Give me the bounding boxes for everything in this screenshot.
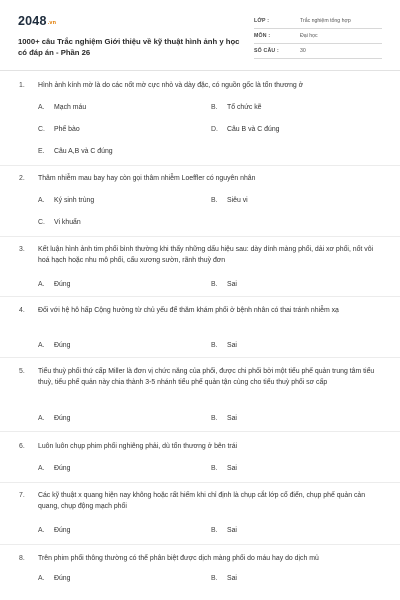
option-c[interactable] [38,219,81,226]
logo-suffix[interactable]: .vn [47,20,57,26]
option-text: Đúng [54,465,71,472]
site-logo[interactable] [18,14,56,28]
option-letter: A. [38,197,45,204]
option-a[interactable] [38,197,94,204]
question-body: Đối với hệ hô hấp Cộng hưởng từ chủ yếu để thăm khám phổi ở bệnh nhân có thai tránh nhiễm xạ [38,307,339,314]
question-body: Thâm nhiễm mau bay hay còn gọi thâm nhiễm Loeffler có nguyên nhân [38,175,256,182]
meta-label: LỚP : [254,18,270,24]
option-a[interactable] [38,415,70,422]
option-text: Câu B và C đúng [227,126,280,133]
option-letter: C. [38,219,45,226]
option-letter: B. [211,104,218,111]
question-number: 6. [19,443,25,450]
option-letter: A. [38,281,45,288]
question-text [19,305,381,316]
option-letter: A. [38,342,45,349]
question-text [19,173,381,184]
option-b[interactable] [211,197,248,204]
option-a[interactable] [38,465,70,472]
meta-label: SỐ CÂU : [254,48,279,54]
option-b[interactable] [211,575,237,582]
question-7 [19,490,381,534]
question-6 [19,441,381,472]
option-a[interactable] [38,575,70,582]
meta-value: 30 [300,48,306,54]
question-text [19,80,381,91]
meta-value[interactable]: Trắc nghiệm tổng hợp [300,18,351,24]
meta-row-count [254,44,382,59]
option-text: Sai [227,575,237,582]
meta-row-subject [254,29,382,44]
question-body: Tiểu thuỳ phổi thứ cấp Miller là đơn vị chức năng của phổi, được chi phối bởi một tiểu phế quản trung tâm tiểu thuỳ, tiểu phế quản này chia thành 3-5 nhánh tiểu phế quản tận cùng cho tiểu thuỳ phổi sơ cấp [38,368,375,387]
question-number: 1. [19,82,25,89]
logo-text[interactable]: 2048 [18,14,47,28]
question-4 [19,305,381,349]
option-letter: B. [211,527,218,534]
option-b[interactable] [211,342,237,349]
option-text: Sai [227,415,237,422]
option-text: Mạch máu [54,104,87,111]
option-a[interactable] [38,104,86,111]
meta-label: MÔN : [254,33,271,39]
question-1 [19,80,381,155]
option-letter: A. [38,415,45,422]
meta-value[interactable]: Đại học [300,33,318,39]
option-letter: B. [211,415,218,422]
page-header [18,14,382,58]
option-letter: E. [38,148,45,155]
option-letter: C. [38,126,45,133]
option-text: Ký sinh trùng [54,197,95,204]
header-divider [0,70,400,71]
option-text: Sai [227,342,237,349]
option-b[interactable] [211,104,261,111]
question-number: 2. [19,175,25,182]
option-c[interactable] [38,126,80,133]
option-text: Đúng [54,415,71,422]
question-body: Trên phim phổi thông thường có thể phân biệt được dịch màng phổi do máu hay do dịch mủ [38,555,319,562]
option-text: Sai [227,281,237,288]
question-divider [0,544,400,545]
question-divider [0,482,400,483]
option-letter: A. [38,465,45,472]
option-text: Siêu vi [227,197,248,204]
option-letter: A. [38,527,45,534]
option-text: Tổ chức kẽ [227,104,262,111]
question-text [19,490,381,512]
question-body: Các kỹ thuật x quang hiện nay không hoặc rất hiếm khi chỉ định là chụp cắt lớp cổ điển, chụp phế quản cản quang, chụp động mạch phổi [38,492,366,511]
question-5 [19,366,381,422]
question-text [19,244,381,266]
option-text: Đúng [54,527,71,534]
option-letter: B. [211,197,218,204]
option-b[interactable] [211,415,237,422]
option-letter: B. [211,342,218,349]
option-letter: B. [211,465,218,472]
option-e[interactable] [38,148,113,155]
question-number: 5. [19,368,25,375]
option-letter: B. [211,281,218,288]
question-divider [0,236,400,237]
question-body: Kết luận hình ảnh tim phổi bình thường khi thấy những dấu hiệu sau: dày dính màng phổi, dải xơ phổi, nốt vôi hoá hạch hoặc nhu mô phổi, cấu xương sườn, rãnh thuỳ đơn [38,246,374,265]
question-text [19,553,381,564]
option-letter: D. [211,126,218,133]
option-b[interactable] [211,465,237,472]
option-a[interactable] [38,342,70,349]
question-body: Luôn luôn chụp phim phổi nghiêng phải, dù tổn thương ở bên trái [38,443,238,450]
option-text: Đúng [54,575,71,582]
option-b[interactable] [211,527,237,534]
question-number: 8. [19,555,25,562]
question-number: 7. [19,492,25,499]
document-title: 1000+ câu Trắc nghiệm Giới thiệu về kỹ thuật hình ảnh y học có đáp án - Phần 26 [18,37,240,58]
question-divider [0,431,400,432]
option-text: Sai [227,465,237,472]
option-text: Đúng [54,281,71,288]
option-text: Sai [227,527,237,534]
option-d[interactable] [211,126,279,133]
question-divider [0,165,400,166]
option-b[interactable] [211,281,237,288]
question-2 [19,173,381,226]
question-number: 3. [19,246,25,253]
option-text: Đúng [54,342,71,349]
meta-row-class [254,14,382,29]
meta-table [254,14,382,59]
option-a[interactable] [38,281,70,288]
option-letter: A. [38,104,45,111]
option-text: Phế bào [54,126,80,133]
option-text: Vi khuẩn [54,219,81,226]
option-letter: B. [211,575,218,582]
option-text: Câu A,B và C đúng [54,148,113,155]
question-number: 4. [19,307,25,314]
question-body: Hình ảnh kính mờ là do các nốt mờ cực nhỏ và dày đặc, có nguồn gốc là tổn thương ở [38,82,304,89]
question-divider [0,296,400,297]
question-text [19,366,381,388]
option-a[interactable] [38,527,70,534]
question-divider [0,357,400,358]
question-8 [19,553,381,582]
question-3 [19,244,381,288]
option-letter: A. [38,575,45,582]
question-text [19,441,381,452]
